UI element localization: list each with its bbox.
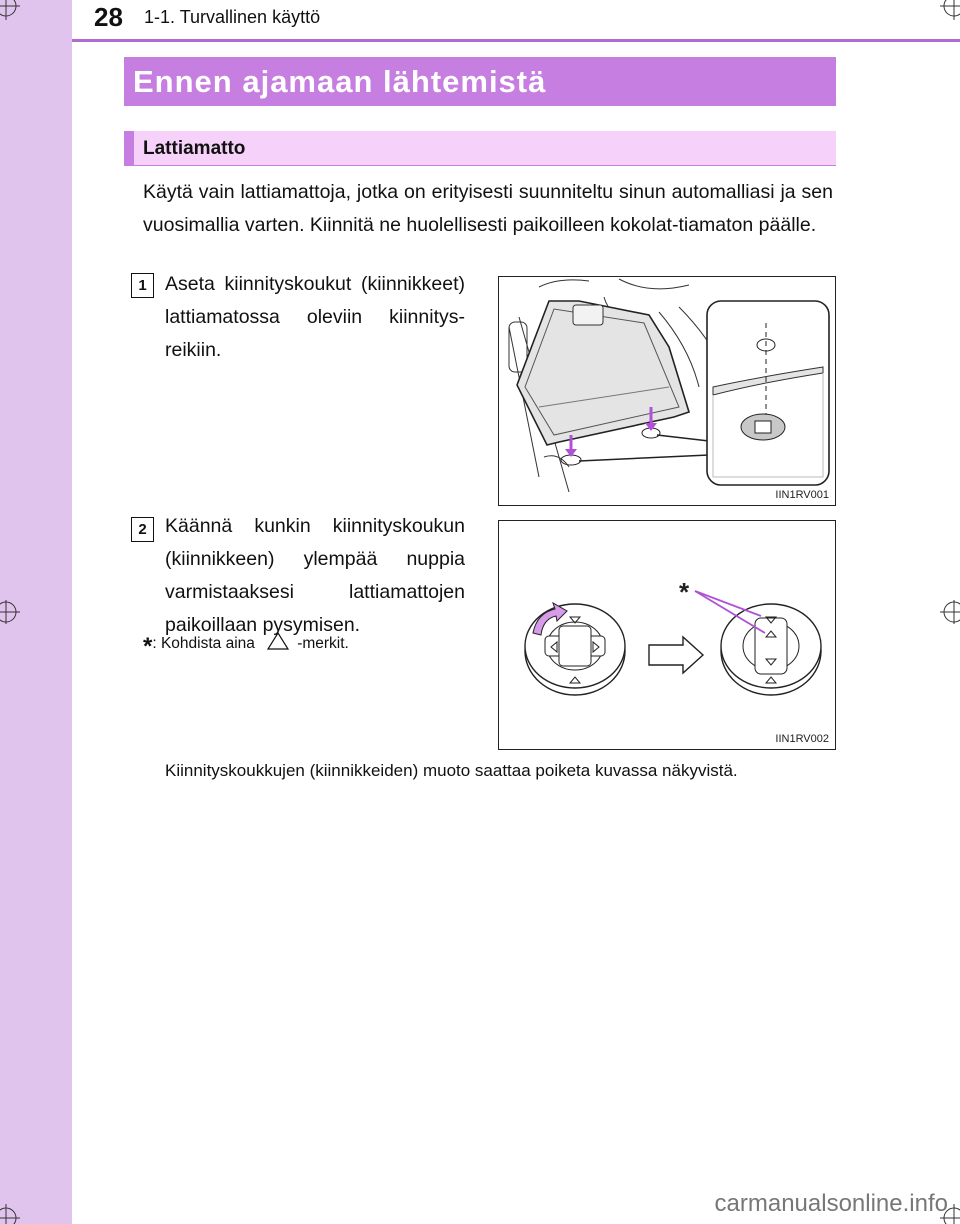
registration-mark-icon — [0, 0, 24, 24]
hook-rotation-illustration — [499, 521, 837, 751]
figure-callout-asterisk: * — [679, 577, 690, 607]
hook-before — [525, 603, 625, 695]
registration-mark-icon — [0, 1200, 24, 1224]
note-asterisk: * — [143, 633, 153, 660]
figure-code: IIN1RV002 — [775, 733, 829, 745]
step-text-2: Käännä kunkin kiinnityskoukun (kiinnikkeen) ylempää nuppia varmistaaksesi lattiamattojen paikoillaan pysymisen. — [165, 515, 465, 636]
chapter-title: Ennen ajamaan lähtemistä — [124, 57, 836, 106]
intro-paragraph: Käytä vain lattiamattoja, jotka on erityisesti suunniteltu sinun automalliasi ja sen vuosimallia varten. Kiinnitä ne huolellisesti paikoilleen kokolat-tiamaton päälle. — [143, 181, 833, 236]
step-text-1: Aseta kiinnityskoukut (kiinnikkeet) lattiamatossa oleviin kiinnitys-reikiin. — [165, 273, 465, 361]
registration-mark-icon — [936, 0, 960, 24]
header-rule — [72, 39, 960, 42]
section-heading: Lattiamatto — [124, 131, 836, 166]
step-number-2: 2 — [131, 517, 154, 542]
footnote: Kiinnityskoukkujen (kiinnikkeiden) muoto saattaa poiketa kuvassa näkyvistä. — [165, 761, 738, 780]
registration-mark-icon — [936, 598, 960, 626]
note-prefix: : Kohdista aina — [152, 635, 255, 652]
figure-hook-rotation — [498, 520, 836, 750]
triangle-mark-icon — [267, 632, 289, 650]
note-suffix: -merkit. — [297, 635, 349, 652]
alignment-note — [143, 632, 349, 661]
figure-floor-mat — [498, 276, 836, 506]
hook-after — [721, 604, 821, 695]
figure-code: IIN1RV001 — [775, 489, 829, 501]
page-number: 28 — [94, 2, 123, 32]
running-header: 1-1. Turvallinen käyttö — [144, 7, 321, 27]
registration-mark-icon — [0, 598, 24, 626]
watermark: carmanualsonline.info — [714, 1190, 948, 1217]
floor-mat-illustration — [499, 277, 837, 507]
step-number-1: 1 — [131, 273, 154, 298]
